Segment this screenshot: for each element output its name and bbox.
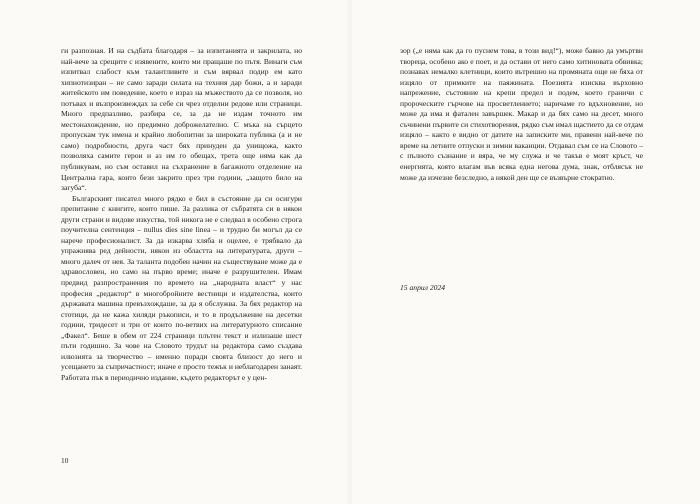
date-signature: 15 април 2024: [400, 283, 446, 292]
paragraph: ги разпозная. И на съдбата благодаря – за изпитанията и закрилата, но най-вече за срещите с изявените, които ми пращаше по пътя. Винаги съм изпитвал слабост към талантливите и съм вярвал подир ем като хипнотизиран – не само заради силата на техния дар божи, а и заради житейското им поведение, което е израз на мъжеството да се позволя, но потъвах и възпроизвеждах за себе си чрез отделни редове или страници. Много предпазливо, разбира се, за да не издам точното им местонахождение, но предимно доброжелателно. С мъка на сърцето пропускам тук имена и крайно любопитни за широката публика (а и не само) подробности, друга част бях принуден да унищожа, както позволяха самите герои и аз им го обещах, трета още няма как да публикувам, но съм оставил на съхранение в багажното отделение на Централна гара, които бези закрито през три години, „защото било на загуба“.: [61, 46, 302, 193]
right-text-block: [400, 46, 643, 183]
page-number: 10: [61, 456, 69, 465]
paragraph: Българският писател много рядко е бил в състояние да си осигури препитание с книгите, които пише. За разлика от събратята си в някои други страни и видове изкуства, той никога не е следвал в особено строга поучителна сентенция – nullus dies sine linea – и трудно би могъл да се нарече професионалист. За да изкарва хляба и оцелее, е трябвало да упражнява ред дейности, някои из областта на литературата, други – много далеч от нея. За таланта подобен начин на съществуване може да е здравословен, но само на първо време; иначе е разрушителен. Имам предвид разпространения по времето на „народната власт“ у нас професия „редактор“ в многобройните вестници и издателства, които държавата машина превъзхождаше, за да я обслужва. За бях редактор на стотици, да не кажа хиляди ръкописи, и то в продължение на десетки години, тридесет и три от които по-ветвих на литературното списание „Факел“. Беше в обем от 224 страници плътен текст и излизаше шест пъти годишно. За чове на Словото трудът на редактора само създава илюзията за творчество – именно поради своята близост до него и усещането за съпричастност; иначе е просто тежък и неблагодарен занаят. Работата пък в периодично издание, където редакторът е у цен-: [61, 193, 302, 382]
right-page: [350, 0, 700, 504]
paragraph: зор („е няма как да го пуснем това, в този вид!“), може бавно да умъртви твореца, особено ако е поет, и да остави от него само хитиновата обвивка; познавах немалко клетници, които вътрешно на промяната още не бяха от изцяло от примките на паяжината. Поезията изисква върховно напрежение, състояние на крепи предел и подем, което граничи с пророческите гърчове на просветлението; наричаме го вдъхновение, но може да има и фатален завършек. Макар и да бях само на десет, много съчинени първите си стихотворения, рядко съм имал щастието да се отдам изцяло – както е видно от датите на записките ми, правени най-вече по време на летните отпуски и зимни ваканции. Отдавал съм се на Словото – с пълното съзнание и вяра, че му служа и че такъв е моят кръст, че енергията, която влагам във всяка една негова дума, знак, отблясък не може да изчезне безследно, а някой ден ще се възвърне стократно.: [400, 46, 643, 182]
left-text-block: [61, 46, 302, 384]
